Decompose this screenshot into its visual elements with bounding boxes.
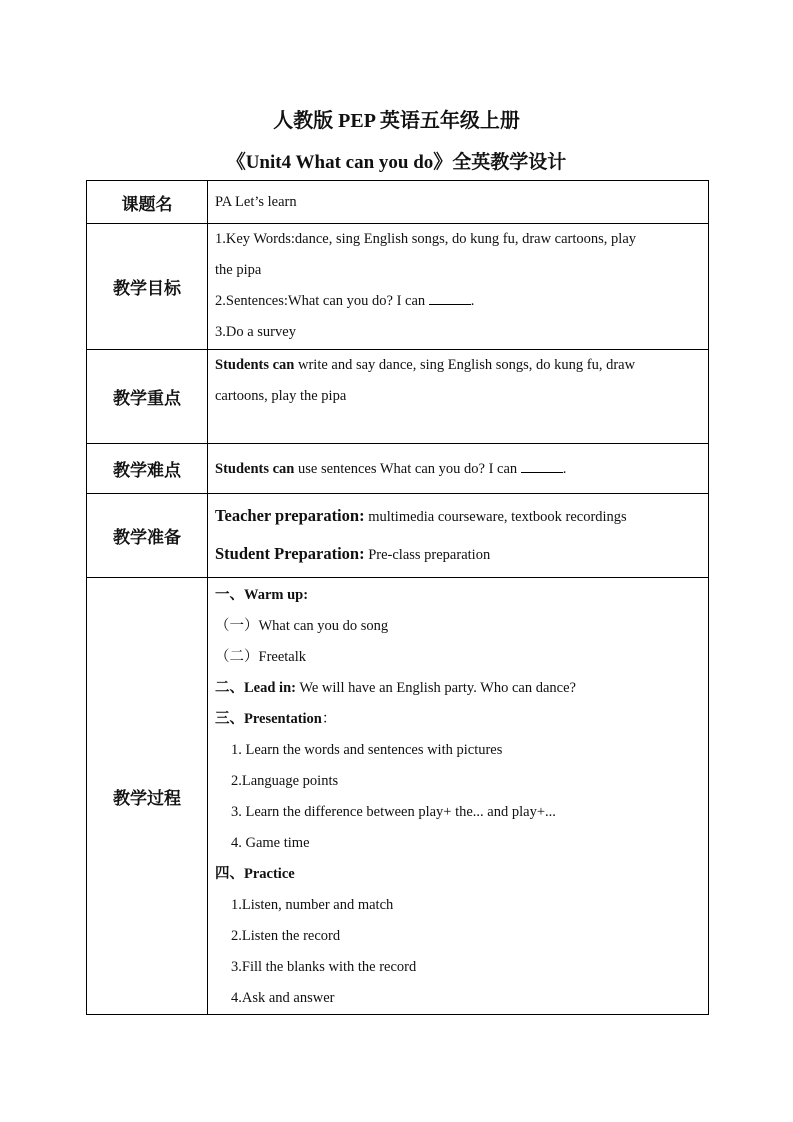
table-row-process	[87, 578, 709, 1015]
key-points-text-1: write and say dance, sing English songs, do kung fu, draw	[294, 357, 636, 373]
topic-label: 课题名	[87, 181, 208, 224]
process-section-lead-in	[215, 673, 702, 704]
process-label: 教学过程	[87, 578, 208, 1015]
student-preparation-label: Student Preparation:	[215, 544, 365, 563]
table-row-preparation	[87, 494, 709, 578]
key-points-cell	[208, 350, 709, 444]
teacher-preparation-label: Teacher preparation:	[215, 506, 365, 525]
key-points-line-2: cartoons, play the pipa	[215, 388, 347, 404]
process-item: 3. Learn the difference between play+ the... and play+...	[231, 804, 556, 820]
answer-blank	[521, 460, 563, 473]
objectives-label: 教学目标	[87, 224, 208, 350]
answer-blank	[429, 292, 471, 305]
table-row-objectives	[87, 224, 709, 350]
table-row-key-points	[87, 350, 709, 444]
teacher-preparation-line	[215, 494, 702, 534]
objectives-line-3	[215, 286, 702, 317]
preparation-label: 教学准备	[87, 494, 208, 578]
objectives-cell	[208, 224, 709, 350]
topic-text: PA Let’s learn	[215, 193, 297, 210]
process-item: （二）Freetalk	[215, 649, 307, 665]
section-number: 三、	[215, 711, 244, 727]
process-item: 4.Ask and answer	[231, 990, 335, 1006]
process-section-practice	[215, 859, 702, 890]
process-item: 4. Game time	[231, 835, 310, 851]
section-colon: ：	[321, 711, 337, 727]
lesson-plan-table	[86, 180, 709, 1015]
teacher-preparation-text: multimedia courseware, textbook recordings	[364, 509, 627, 525]
student-preparation-text: Pre-class preparation	[364, 547, 491, 563]
process-item: 2.Language points	[231, 773, 339, 789]
section-number: 四、	[215, 866, 244, 882]
section-title: Lead in:	[244, 680, 296, 696]
process-cell	[208, 578, 709, 1015]
document-subtitle: 《Unit4 What can you do》全英教学设计	[226, 152, 567, 173]
process-item: （一）What can you do song	[215, 618, 389, 634]
objectives-sentences-text: 2.Sentences:What can you do? I can	[215, 293, 426, 309]
key-points-subject: Students can	[215, 357, 295, 373]
process-item: 2.Listen the record	[231, 928, 341, 944]
table-row-difficulties	[87, 444, 709, 494]
table-row-topic	[87, 181, 709, 224]
difficulties-cell	[208, 444, 709, 494]
process-item: 3.Fill the blanks with the record	[231, 959, 417, 975]
difficulties-label: 教学难点	[87, 444, 208, 494]
key-points-label: 教学重点	[87, 350, 208, 444]
document-title: 人教版 PEP 英语五年级上册	[273, 110, 520, 132]
key-points-line-1	[215, 350, 702, 381]
objectives-line-1: 1.Key Words:dance, sing English songs, do kung fu, draw cartoons, play	[215, 231, 637, 247]
objectives-sentences-end: .	[470, 293, 475, 309]
topic-cell	[208, 181, 709, 224]
difficulties-subject: Students can	[215, 460, 295, 477]
process-item: 1.Listen, number and match	[231, 897, 394, 913]
section-number: 一、	[215, 587, 244, 603]
preparation-cell	[208, 494, 709, 578]
section-title: Warm up:	[244, 587, 309, 603]
process-item: 1. Learn the words and sentences with pictures	[231, 742, 503, 758]
student-preparation-line	[215, 534, 702, 574]
process-section-warm-up	[215, 580, 702, 611]
process-section-presentation	[215, 704, 702, 735]
difficulties-end: .	[562, 460, 567, 477]
lead-in-text: We will have an English party. Who can dance?	[295, 680, 576, 696]
objectives-line-4: 3.Do a survey	[215, 324, 296, 340]
section-title: Practice	[244, 866, 295, 882]
difficulties-text: use sentences What can you do? I can	[294, 460, 518, 477]
objectives-line-2: the pipa	[215, 262, 262, 278]
section-number: 二、	[215, 680, 244, 696]
section-title: Presentation	[244, 711, 322, 727]
